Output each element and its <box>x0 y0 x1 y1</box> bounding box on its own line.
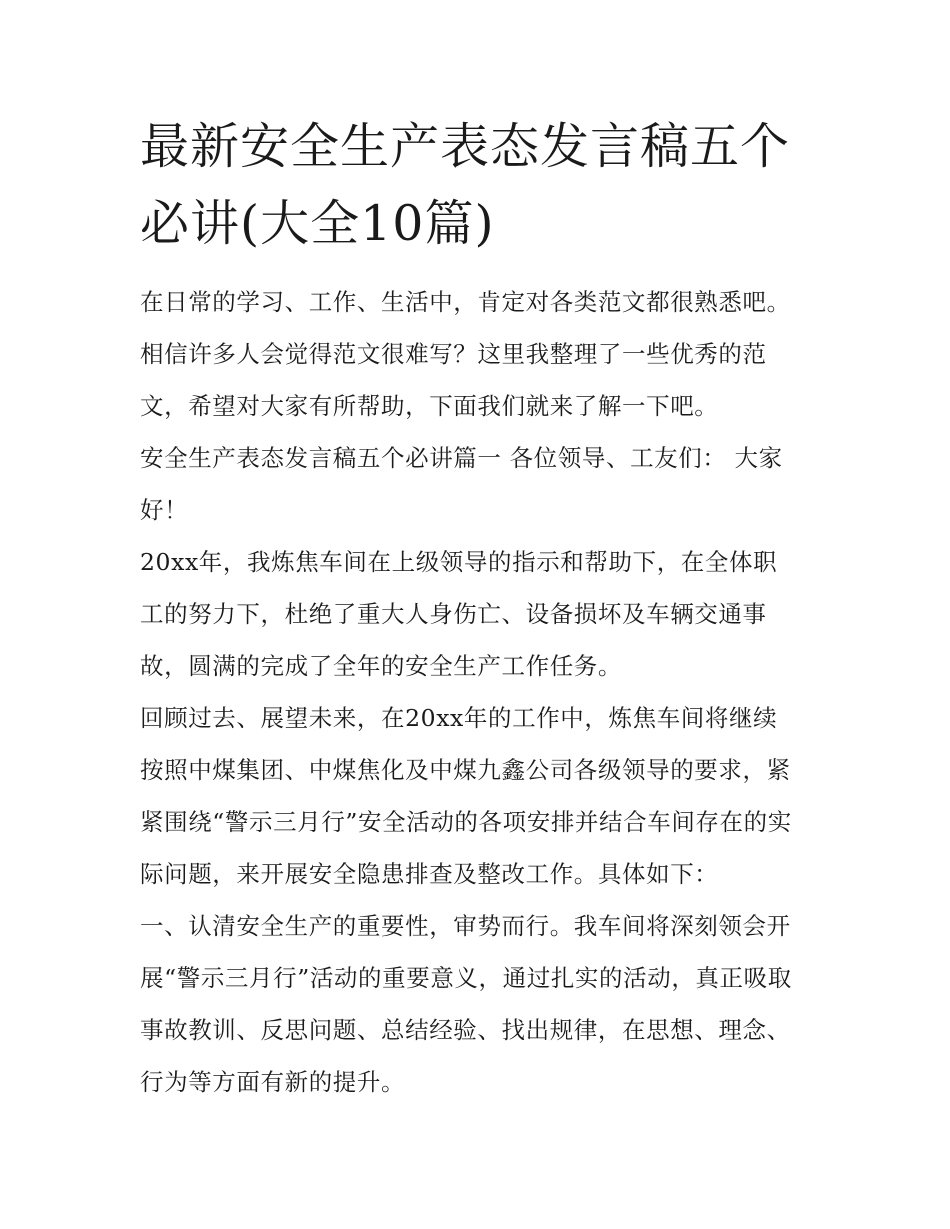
text-line: 工的努力下，杜绝了重大人身伤亡、设备损坏及车辆交通事 <box>140 600 767 628</box>
text-line: 展“警示三月行”活动的重要意义，通过扎实的活动，真正吸取 <box>140 964 792 992</box>
text-line: 文，希望对大家有所帮助，下面我们就来了解一下吧。 <box>140 392 719 420</box>
paragraph-intro <box>140 276 820 432</box>
paragraph-review <box>140 536 820 692</box>
text-line: 事故教训、反思问题、总结经验、找出规律，在思想、理念、 <box>140 1016 791 1044</box>
text-line: 行为等方面有新的提升。 <box>140 1068 406 1096</box>
paragraph-greeting <box>140 432 820 536</box>
paragraph-point-one <box>140 900 820 1108</box>
text-line: 在日常的学习、工作、生活中，肯定对各类范文都很熟悉吧。 <box>140 288 791 316</box>
text-line: 按照中煤集团、中煤焦化及中煤九鑫公司各级领导的要求，紧 <box>140 756 791 784</box>
text-line: 故，圆满的完成了全年的安全生产工作任务。 <box>140 652 622 680</box>
document-page <box>140 108 820 1108</box>
text-line: 好！ <box>140 496 189 524</box>
text-line: 紧围绕“警示三月行”安全活动的各项安排并结合车间存在的实 <box>140 808 792 836</box>
text-line: 相信许多人会觉得范文很难写？这里我整理了一些优秀的范 <box>140 340 767 368</box>
title-line: 必讲(大全10篇) <box>140 195 495 252</box>
paragraph-outlook <box>140 692 820 900</box>
document-title <box>140 108 820 262</box>
text-line: 一、认清安全生产的重要性，审势而行。我车间将深刻领会开 <box>140 912 791 940</box>
text-line: 20xx年，我炼焦车间在上级领导的指示和帮助下，在全体职 <box>140 548 778 576</box>
text-line: 回顾过去、展望未来，在20xx年的工作中，炼焦车间将继续 <box>140 704 778 732</box>
title-line: 最新安全生产表态发言稿五个 <box>140 118 791 175</box>
text-line: 际问题，来开展安全隐患排查及整改工作。具体如下： <box>140 860 719 888</box>
text-line: 安全生产表态发言稿五个必讲篇一 各位领导、工友们： 大家 <box>140 444 783 472</box>
